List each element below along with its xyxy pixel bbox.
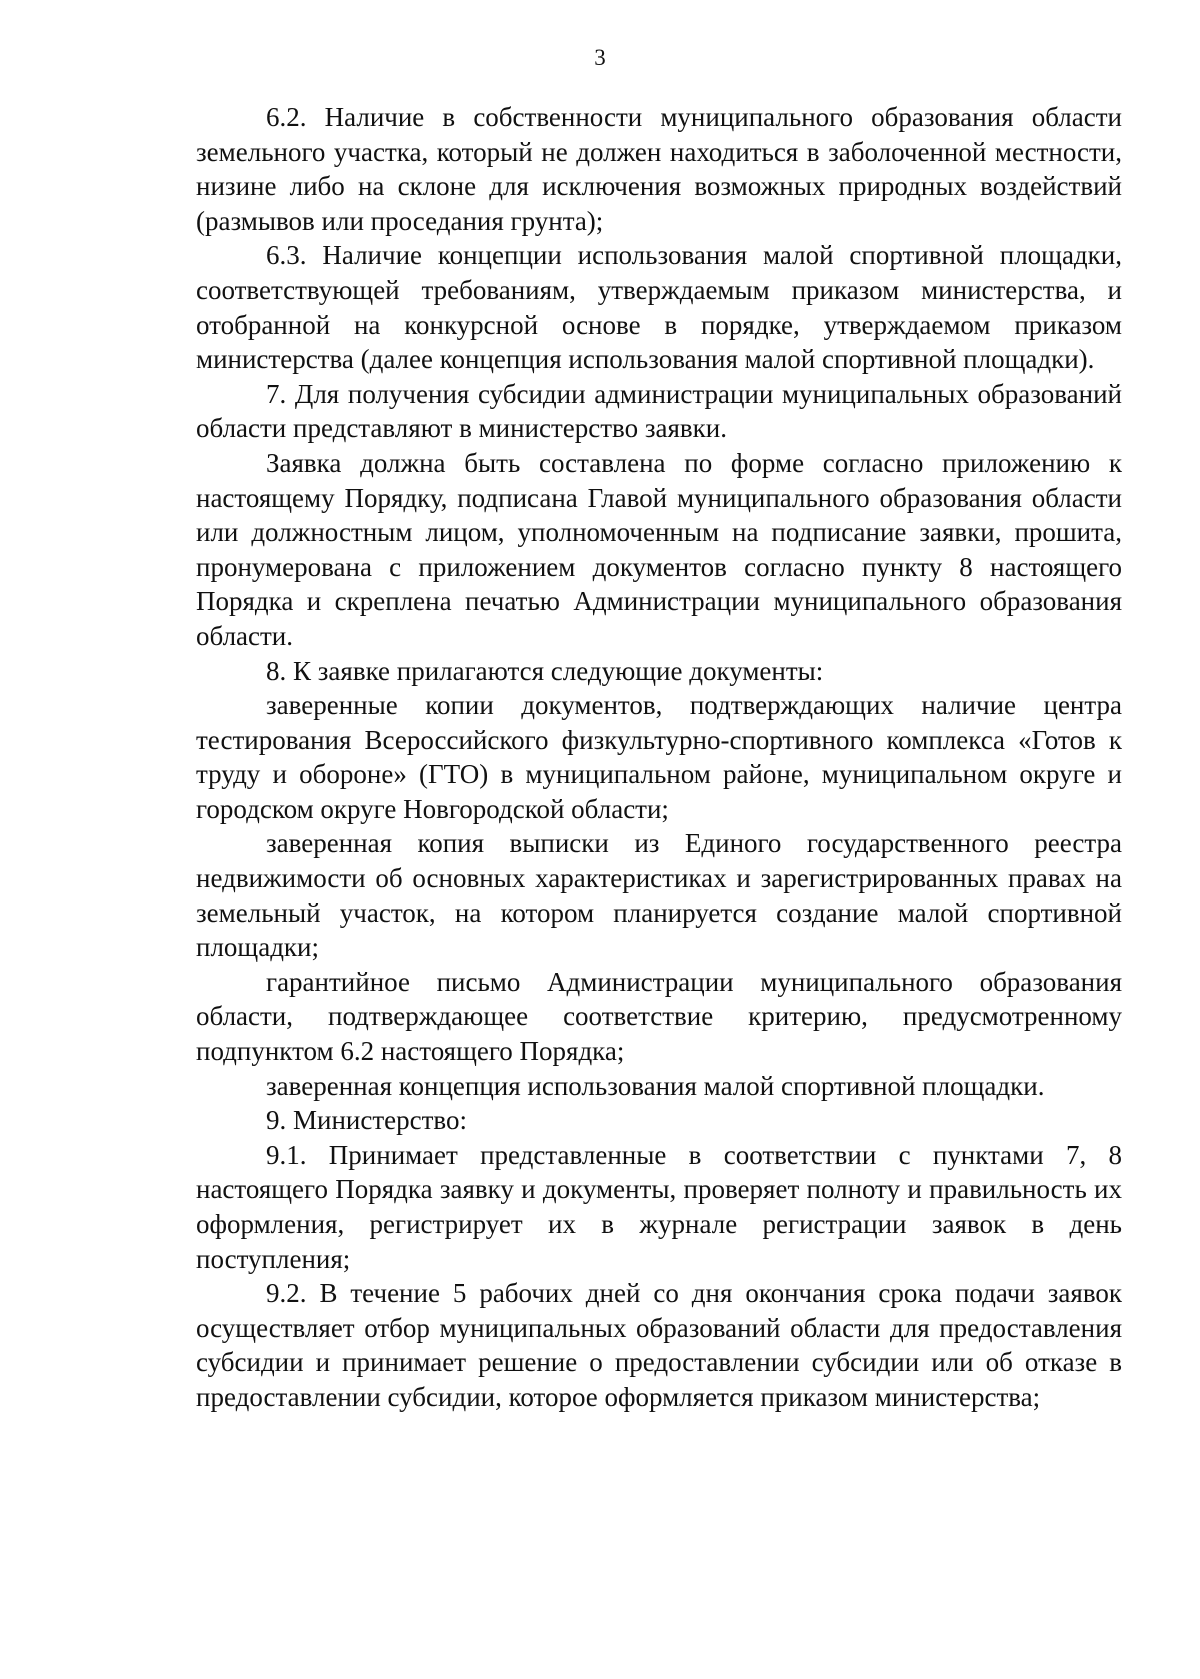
paragraph-9-1: 9.1. Принимает представленные в соответствии с пунктами 7, 8 настоящего Порядка заявку и документы, проверяет полноту и правильность их оформления, регистрирует их в журнале регистрации заявок в день поступления; [196, 1139, 1122, 1274]
paragraph-6-3: 6.3. Наличие концепции использования малой спортивной площадки, соответствующей требованиям, утверждаемым приказом министерства, и отобранной на конкурсной основе в порядке, утверждаемом приказом министерства (далее концепция использования малой спортивной площадки). [196, 240, 1122, 375]
paragraph-8: 8. К заявке прилагаются следующие документы: [266, 655, 824, 686]
page-number: 3 [594, 45, 606, 70]
paragraph-guarantee-letter: гарантийное письмо Администрации муниципального образования области, подтверждающее соответствие критерию, предусмотренному подпунктом 6.2 настоящего Порядка; [196, 966, 1122, 1067]
paragraph-6-2: 6.2. Наличие в собственности муниципального образования области земельного участка, который не должен находиться в заболоченной местности, низине либо на склоне для исключения возможных природных воздействий (размывов или проседания грунта); [196, 102, 1122, 236]
document-body [196, 100, 1122, 1415]
paragraph-registry-extract: заверенная копия выписки из Единого государственного реестра недвижимости об основных характеристиках и зарегистрированных правах на земельный участок, на котором планируется создание малой спортивной площадки; [196, 828, 1122, 963]
paragraph-gto-documents: заверенные копии документов, подтверждающих наличие центра тестирования Всероссийского физкультурно-спортивного комплекса «Готов к труду и обороне» (ГТО) в муниципальном районе, муниципальном округе и городском округе Новгородской области; [196, 690, 1122, 824]
paragraph-concept: заверенная концепция использования малой спортивной площадки. [266, 1070, 1045, 1101]
paragraph-9: 9. Министерство: [266, 1105, 467, 1136]
paragraph-7: 7. Для получения субсидии администрации муниципальных образований области представляют в министерство заявки. [196, 378, 1122, 444]
paragraph-9-2: 9.2. В течение 5 рабочих дней со дня окончания срока подачи заявок осуществляет отбор муниципальных образований области для предоставления субсидии и принимает решение о предоставлении субсидии или об отказе в предоставлении субсидии, которое оформляется приказом министерства; [196, 1278, 1122, 1412]
paragraph-application-form: Заявка должна быть составлена по форме согласно приложению к настоящему Порядку, подписана Главой муниципального образования области или должностным лицом, уполномоченным на подписание заявки, прошита, пронумерована с приложением документов согласно пункту 8 настоящего Порядка и скреплена печатью Администрации муниципального образования области. [196, 447, 1122, 651]
